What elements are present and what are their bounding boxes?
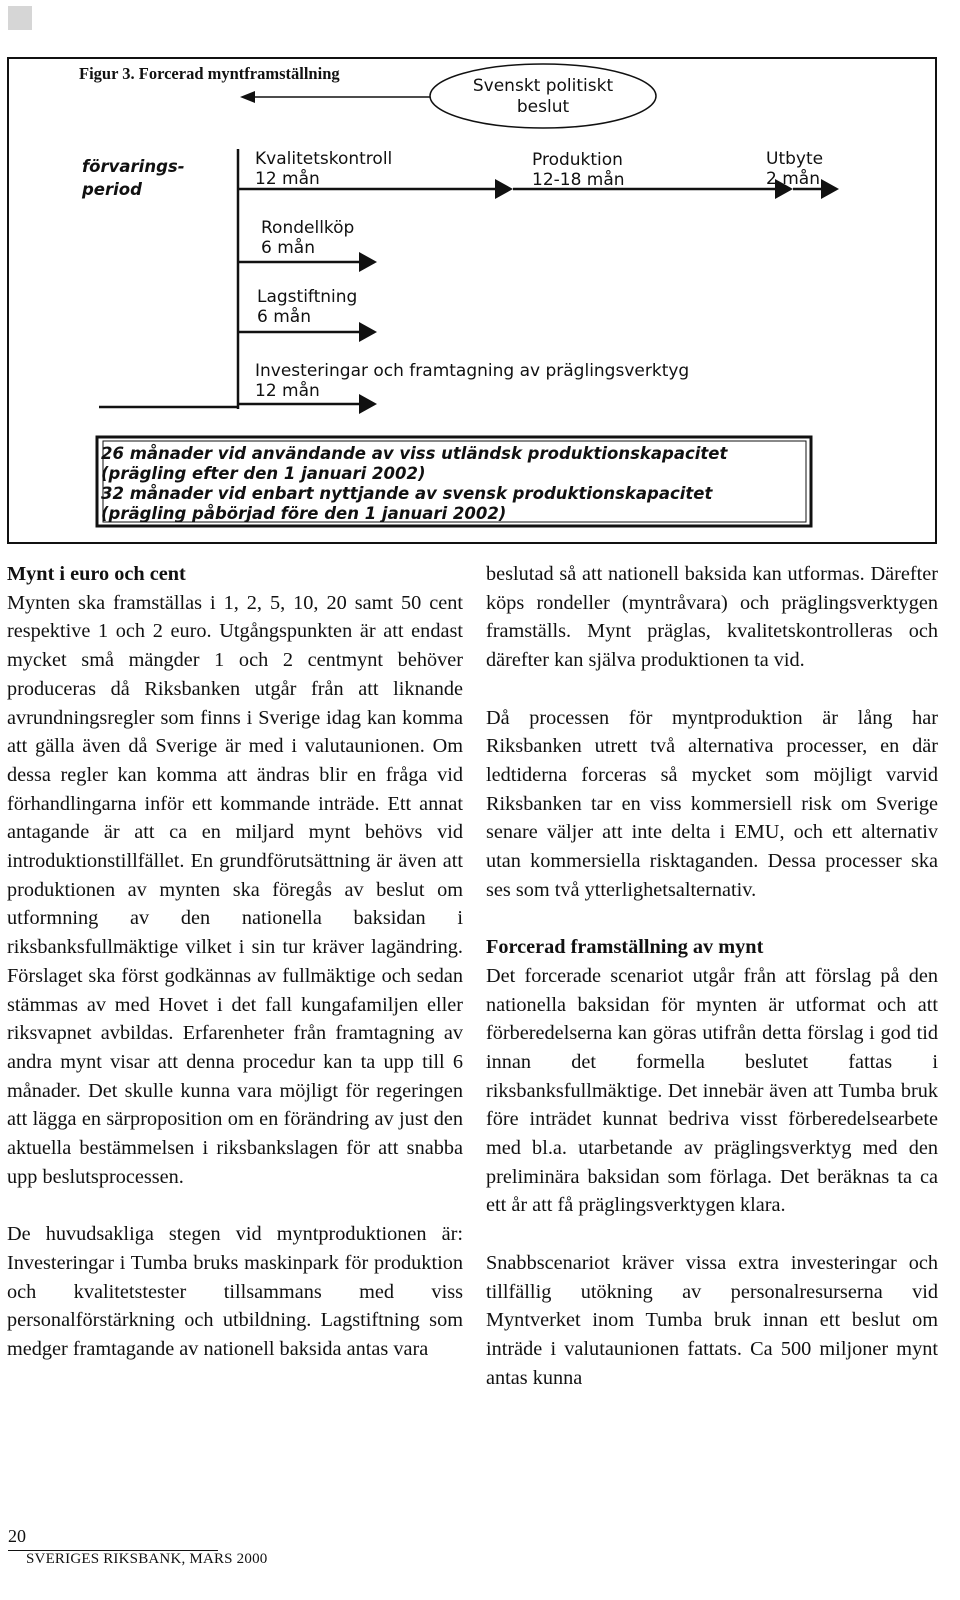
footer-publication: SVERIGES RIKSBANK, MARS 2000 (26, 1551, 268, 1567)
step-blanks-duration: 6 mån (261, 238, 315, 258)
step-legislation-arrow-head (359, 322, 377, 342)
figure-title: Figur 3. Forcerad myntframställning (79, 64, 340, 83)
step-quality-arrow-head (495, 179, 513, 199)
heading-euro-cent: Mynt i euro och cent (7, 563, 186, 585)
step-investment-label: Investeringar och framtagning av präglingsverktyg (255, 361, 690, 381)
corner-marker (8, 6, 32, 30)
decision-line2: beslut (516, 97, 570, 117)
decision-line1: Svenskt politiskt (472, 76, 614, 96)
right-paragraph-1: beslutad så att nationell baksida kan utformas. Därefter köps rondeller (myntråvara) och präglingsverktygen framställs. Mynt präglas, kvalitetskontrolleras och därefter kan själva produktionen ta vid. (486, 563, 938, 672)
step-legislation-duration: 6 mån (257, 307, 311, 327)
step-blanks-label: Rondellköp (261, 218, 355, 238)
right-paragraph-4: Snabbscenariot kräver vissa extra investeringar och tillfällig utökning av personalresurserna vid Myntverket inom Tumba bruk innan ett beslut om inträde i valutaunionen fattats. Ca 500 miljoner mynt antas kunna (486, 1251, 938, 1389)
note-line-3: 32 månader vid enbart nyttjande av svensk produktionskapacitet (101, 484, 713, 503)
step-exchange-arrow-head (821, 179, 839, 199)
step-investment-arrow-head (359, 394, 377, 414)
left-paragraph-1: Mynten ska framställas i 1, 2, 5, 10, 20 samt 50 cent respektive 1 och 2 euro. Utgångspunkten är att endast mycket små mängder 1 och 2 centmynt behöver produceras då Riksbanken utgår från att liknande avrundningsregler som finns i Sverige idag kan komma att gälla även då Sverige är med i valutaunionen. Om dessa regler kan komma att ändras blir en fråga vid förhandlingarna inför ett kommande inträde. Ett annat antagande är att ca en miljard mynt behövs vid introduktionstillfället. En grundförutsättning är även att produktionen av mynten ska föregås av beslut om utformning av den nationella baksidan i riksbanksfullmäktige vilket i sin tur kräver lagändring. Förslaget ska först godkännas av fullmäktige och sedan stämmas av med Hovet i det fall kungafamiljen eller riksvapnet avbildas. Erfarenheter från framtagning av andra mynt visar att denna procedur kan ta upp till 6 månader. Det skulle kunna vara möjligt för regeringen att lägga en särproposition om en förändring av just den aktuella bestämmelsen i riksbankslagen för att snabba upp beslutsprocessen. (7, 591, 463, 1188)
decision-arrow-head (240, 91, 255, 103)
decision-bubble (430, 64, 656, 128)
step-production-duration: 12-18 mån (532, 170, 625, 190)
storage-line1: förvarings- (82, 157, 185, 176)
step-quality-label: Kvalitetskontroll (255, 149, 393, 169)
step-blanks-arrow-head (359, 252, 377, 272)
figure-3-diagram (7, 57, 937, 544)
step-exchange-label: Utbyte (766, 149, 824, 169)
heading-forced-production: Forcerad framställning av mynt (486, 936, 764, 959)
step-production-label: Produktion (532, 150, 623, 170)
step-investment-duration: 12 mån (255, 381, 320, 401)
storage-line2: period (82, 180, 142, 199)
timeline-diagram (9, 59, 935, 542)
page-number: 20 (8, 1526, 26, 1546)
step-quality-duration: 12 mån (255, 169, 320, 189)
step-legislation-label: Lagstiftning (257, 287, 358, 307)
note-line-2: (prägling efter den 1 januari 2002) (101, 464, 426, 483)
right-paragraph-3: Det forcerade scenariot utgår från att förslag på den nationella baksidan för mynten är utformat och att förberedelserna kan göras utifrån detta förslag i god tid innan det formella beslutet fattas i riksbanksfullmäktige. Det innebär även att Tumba bruk före inträdet kunnat bedriva visst förberedelsearbete med bl.a. utarbetande av präglingsverktyg med den preliminära baksidan som förlaga. Det beräknas ta ca ett år att få präglingsverktygen klara. (486, 964, 938, 1217)
left-column (7, 560, 463, 1364)
step-exchange-duration: 2 mån (766, 169, 820, 189)
right-column (486, 560, 938, 1392)
note-line-4: (prägling påbörjad före den 1 januari 2002) (101, 504, 507, 523)
note-line-1: 26 månader vid användande av viss utländsk produktionskapacitet (101, 444, 728, 463)
left-paragraph-2: De huvudsakliga stegen vid myntproduktionen är: Investeringar i Tumba bruks maskinpark för produktion och kvalitetstester tillsammans med viss personalförstärkning och utbildning. Lagstiftning som medger framtagande av nationell baksida antas vara (7, 1223, 463, 1360)
right-paragraph-2: Då processen för myntproduktion är lång har Riksbanken utrett två alternativa processer, en där ledtiderna forceras så mycket som möjligt varvid Riksbanken tar en viss kommersiell risk om Sverige senare väljer att inte delta i EMU, och ett alternativ utan kommersiella risktaganden. Dessa processer ska ses som två ytterlighetsalternativ. (486, 706, 938, 901)
